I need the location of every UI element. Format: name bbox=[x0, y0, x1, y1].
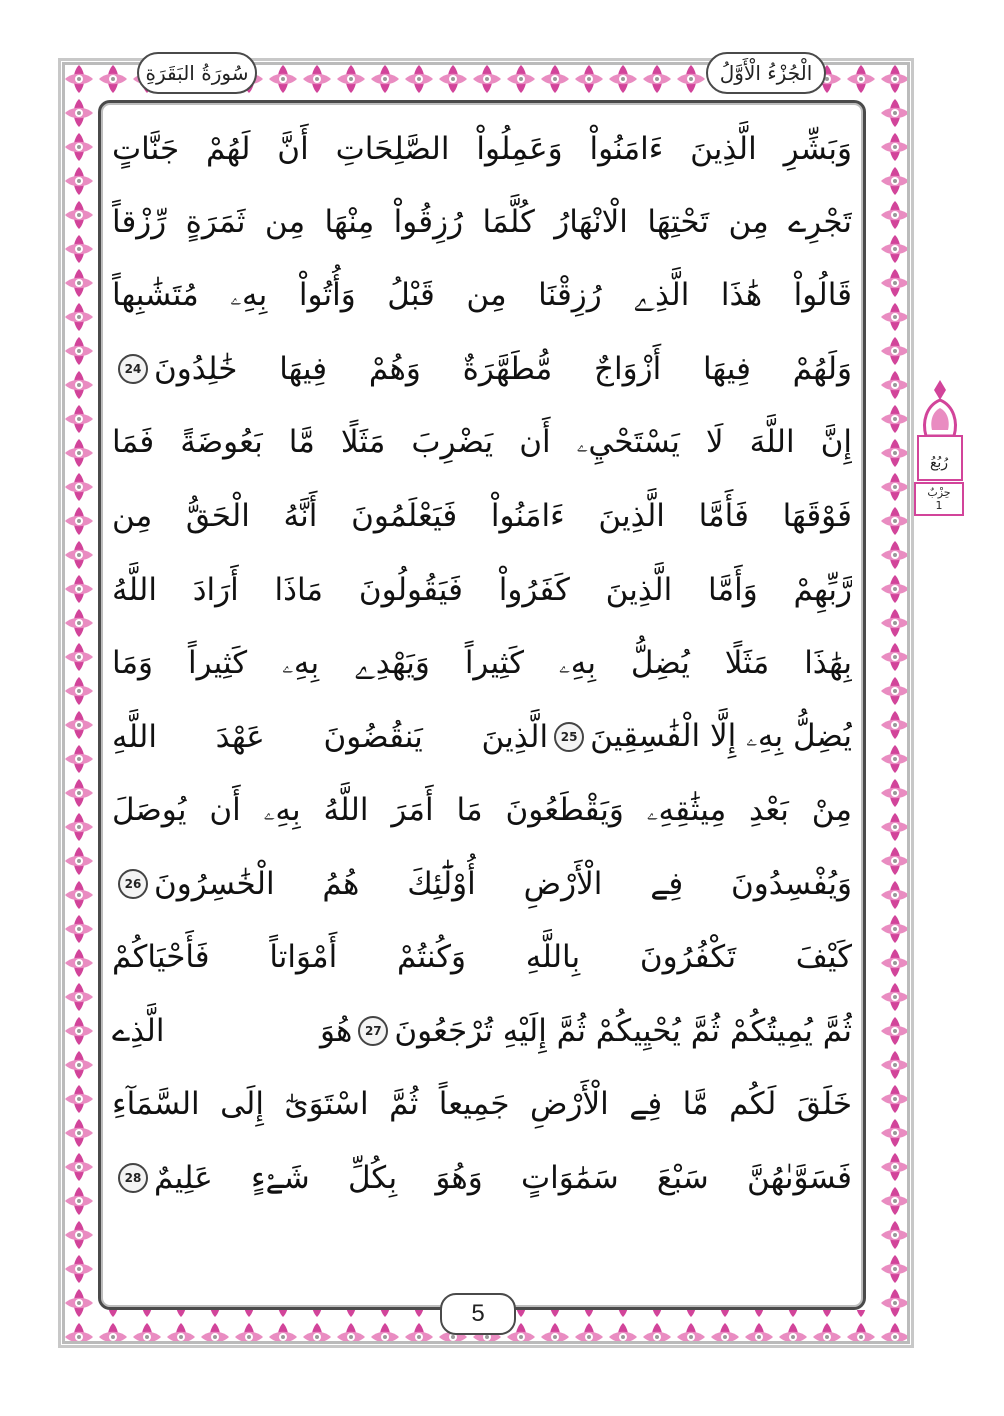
verse-line bbox=[112, 480, 852, 554]
line-text: ثُمَّ يُمِيتُكُمْ ثُمَّ يُحْيِيكُمْ ثُمَّ إِلَيْهِ تُرْجَعُونَ bbox=[394, 1012, 852, 1049]
line-text: وَلَهُمْ فِيهَا أَزْوَاجٌ مُّطَهَّرَةٌ وَهُمْ فِيهَا خَٰلِدُونَ bbox=[154, 351, 852, 388]
verse-line bbox=[112, 627, 852, 701]
verse-line bbox=[112, 186, 852, 260]
ayah-number-marker: 27 bbox=[358, 1016, 388, 1046]
line-text: إِنَّ اللَّهَ لَا يَسْتَحْيِۦ أَن يَضْرِبَ مَثَلًا مَّا بَعُوضَةً فَمَا bbox=[112, 424, 852, 461]
verse-line bbox=[112, 1068, 852, 1142]
line-text-after: الَّذِينَ يَنقُضُونَ عَهْدَ اللَّهِ bbox=[112, 718, 549, 755]
surah-name-badge bbox=[137, 52, 257, 94]
line-text: بِهَٰذَا مَثَلًا يُضِلُّ بِهِۦ كَثِيراً وَيَهْدِے بِهِۦ كَثِيراً وَمَا bbox=[112, 644, 852, 681]
line-text: وَبَشِّرِ الَّذِينَ ءَامَنُواْ وَعَمِلُواْ الصَّلِحَاتِ أَنَّ لَهُمْ جَنَّاتٍ bbox=[112, 130, 852, 167]
rub-label: رُبُعُ bbox=[929, 455, 949, 471]
ayah-number-marker: 26 bbox=[118, 869, 148, 899]
surah-name: سُورَةُ البَقَرَةِ bbox=[145, 61, 249, 85]
line-text: تَجْرِے مِن تَحْتِهَا الْانْهَارُ كُلَّمَا رُزِقُواْ مِنْهَا مِن ثَمَرَةٍ رِّزْقاً bbox=[112, 204, 852, 241]
page-number bbox=[440, 1293, 516, 1335]
verse-line bbox=[112, 112, 852, 186]
hizb-box bbox=[914, 482, 964, 516]
line-text: كَيْفَ تَكْفُرُونَ بِاللَّهِ وَكُنتُمْ أَمْوَاتاً فَأَحْيَاكُمْ bbox=[112, 939, 852, 976]
verse-line bbox=[112, 847, 852, 921]
verse-line bbox=[112, 1141, 852, 1215]
verse-line bbox=[112, 259, 852, 333]
line-text: خَلَقَ لَكُم مَّا فِے الْأَرْضِ جَمِيعاً ثُمَّ اسْتَوَىٰٓ إِلَى السَّمَآءِ bbox=[112, 1086, 852, 1123]
ayah-number-marker: 24 bbox=[118, 354, 148, 384]
verse-line bbox=[112, 406, 852, 480]
line-text-after: هُوَ الَّذِے bbox=[112, 1012, 353, 1049]
ayah-number-marker: 25 bbox=[554, 722, 584, 752]
line-text: يُضِلُّ بِهِۦ إِلَّا الْفَٰسِقِينَ bbox=[590, 718, 852, 755]
line-text: فَسَوَّىٰهُنَّ سَبْعَ سَمَٰوَاتٍ وَهُوَ بِكُلِّ شَےْءٍ عَلِيمٌ bbox=[154, 1159, 852, 1196]
juz-badge bbox=[706, 52, 826, 94]
line-text: مِنْ بَعْدِ مِيثَٰقِهِۦ وَيَقْطَعُونَ مَا أَمَرَ اللَّهُ بِهِۦ أَن يُوصَلَ bbox=[112, 791, 852, 828]
juz-name: الْجُزْءُ الْأَوَّلُ bbox=[719, 61, 813, 85]
hizb-label: حِزْبٌ bbox=[927, 486, 951, 499]
line-text: قَالُواْ هَٰذَا الَّذِے رُزِقْنَا مِن قَبْلُ وَأُتُواْ بِهِۦ مُتَشَٰبِهاً bbox=[112, 277, 852, 314]
line-text: فَوْقَهَا فَأَمَّا الَّذِينَ ءَامَنُواْ فَيَعْلَمُونَ أَنَّهُ الْحَقُّ مِن bbox=[112, 498, 852, 535]
verse-lines bbox=[112, 112, 852, 1215]
line-text: رَّبِّهِمْ وَأَمَّا الَّذِينَ كَفَرُواْ فَيَقُولُونَ مَاذَا أَرَادَ اللَّهُ bbox=[112, 571, 852, 608]
hizb-number: 1 bbox=[935, 499, 943, 512]
verse-line bbox=[112, 333, 852, 407]
verse-line bbox=[112, 994, 852, 1068]
verse-line bbox=[112, 921, 852, 995]
ayah-number-marker: 28 bbox=[118, 1163, 148, 1193]
line-text: وَيُفْسِدُونَ فِے الْأَرْضِ أُوْلَٰٓئِكَ هُمُ الْخَٰسِرُونَ bbox=[154, 865, 852, 902]
verse-line bbox=[112, 774, 852, 848]
verse-line bbox=[112, 700, 852, 774]
verse-line bbox=[112, 553, 852, 627]
page-number-text: 5 bbox=[471, 1300, 485, 1327]
